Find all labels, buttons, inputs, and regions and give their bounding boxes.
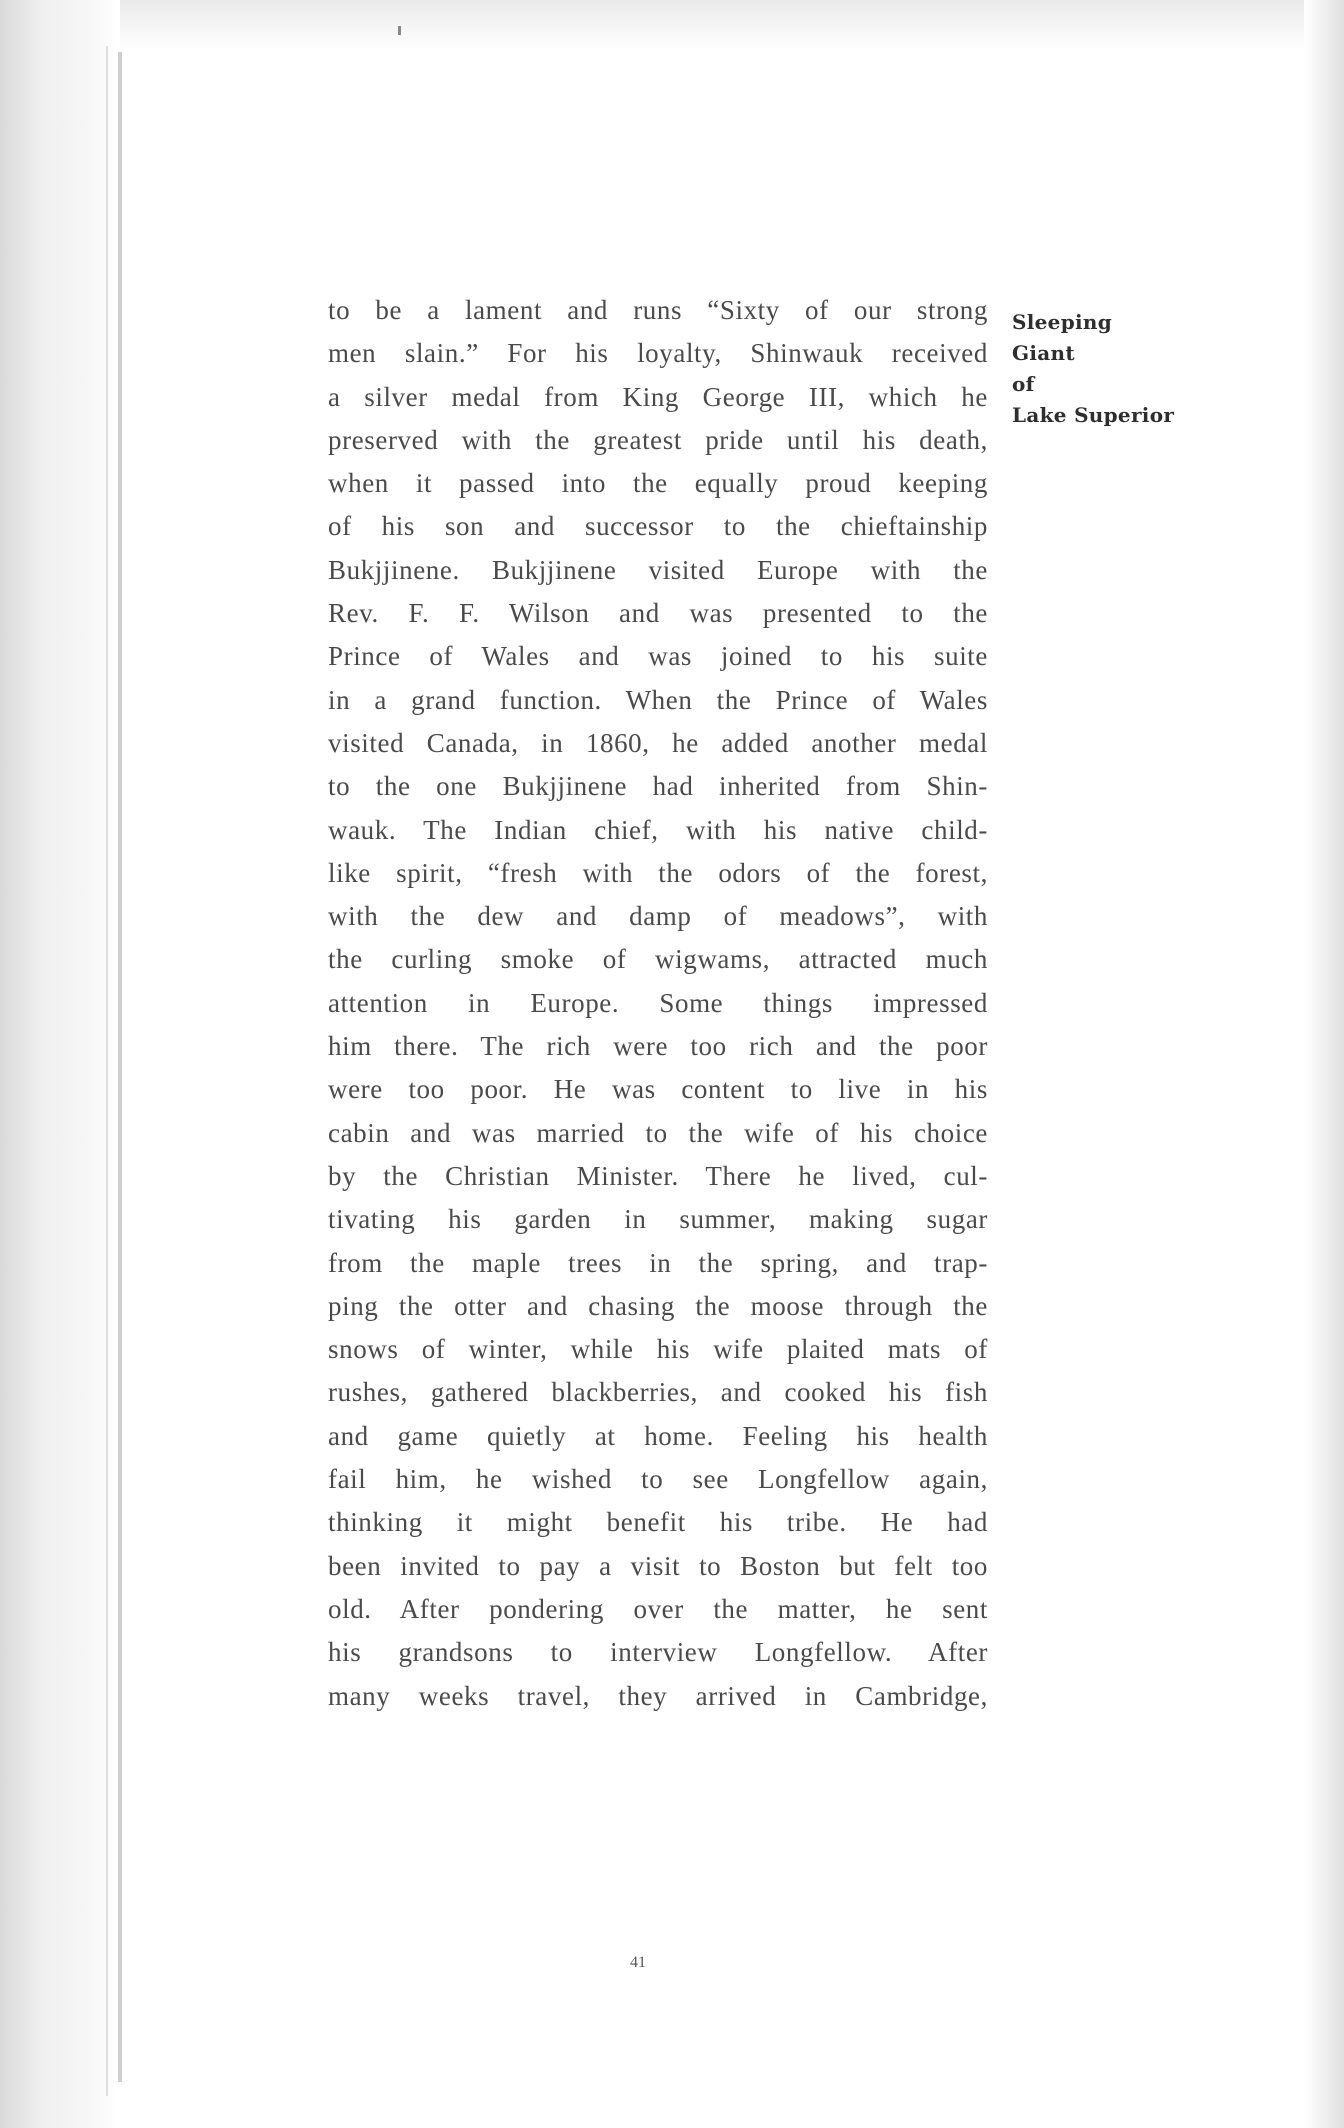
text-line: to be a lament and runs “Sixty of our strong — [328, 295, 988, 325]
body-text — [328, 289, 988, 1718]
page-number: 41 — [630, 1954, 646, 1971]
text-line: attention in Europe. Some things impressed — [328, 987, 988, 1018]
text-line: tivating his garden in summer, making sugar — [328, 1204, 988, 1235]
text-line: like spirit, “fresh with the odors of the forest, — [328, 857, 988, 888]
text-line: in a grand function. When the Prince of Wales — [328, 684, 988, 715]
text-line: him there. The rich were too rich and the poor — [328, 1031, 988, 1062]
text-line: a silver medal from King George III, which he — [328, 381, 988, 412]
text-line: snows of winter, while his wife plaited mats of — [328, 1334, 988, 1365]
text-line: were too poor. He was content to live in his — [328, 1074, 988, 1105]
text-line: to the one Bukjjinene had inherited from Shin- — [328, 771, 988, 802]
running-head-line: Lake Superior — [1012, 403, 1175, 427]
text-line: thinking it might benefit his tribe. He had — [328, 1507, 988, 1538]
spine-shadow — [0, 0, 120, 2128]
right-edge-shadow — [1304, 0, 1344, 2128]
text-line: cabin and was married to the wife of his choice — [328, 1117, 988, 1148]
text-line: by the Christian Minister. There he lived, cul- — [328, 1160, 988, 1191]
text-line: rushes, gathered blackberries, and cooked his fish — [328, 1377, 988, 1408]
text-line: fail him, he wished to see Longfellow again, — [328, 1464, 988, 1495]
text-line: of his son and successor to the chieftainship — [328, 511, 988, 542]
running-head-line: Sleeping — [1012, 310, 1112, 334]
scan-mark — [398, 26, 401, 35]
text-line: preserved with the greatest pride until his death, — [328, 424, 988, 455]
text-line: been invited to pay a visit to Boston but felt too — [328, 1550, 988, 1581]
text-line: when it passed into the equally proud keeping — [328, 468, 988, 499]
top-shadow — [0, 0, 1344, 50]
running-head-line: Giant — [1012, 341, 1075, 365]
running-head-line: of — [1012, 372, 1035, 396]
text-line: Rev. F. F. Wilson and was presented to the — [328, 598, 988, 629]
text-line: his grandsons to interview Longfellow. After — [328, 1637, 988, 1668]
text-line: many weeks travel, they arrived in Cambridge, — [328, 1680, 988, 1711]
text-line: the curling smoke of wigwams, attracted much — [328, 944, 988, 975]
page-edge-line — [118, 52, 122, 2082]
text-line: from the maple trees in the spring, and trap- — [328, 1247, 988, 1278]
running-head — [1012, 307, 1174, 431]
text-line: ping the otter and chasing the moose through the — [328, 1290, 988, 1321]
text-line: visited Canada, in 1860, he added another medal — [328, 727, 988, 758]
text-line: men slain.” For his loyalty, Shinwauk received — [328, 338, 988, 369]
text-line: wauk. The Indian chief, with his native child- — [328, 814, 988, 845]
text-line: Bukjjinene. Bukjjinene visited Europe with the — [328, 554, 988, 585]
page-edge-line — [106, 46, 108, 2096]
text-line: and game quietly at home. Feeling his health — [328, 1420, 988, 1451]
text-line: Prince of Wales and was joined to his suite — [328, 641, 988, 672]
text-line: with the dew and damp of meadows”, with — [328, 901, 988, 932]
text-line: old. After pondering over the matter, he sent — [328, 1593, 988, 1624]
